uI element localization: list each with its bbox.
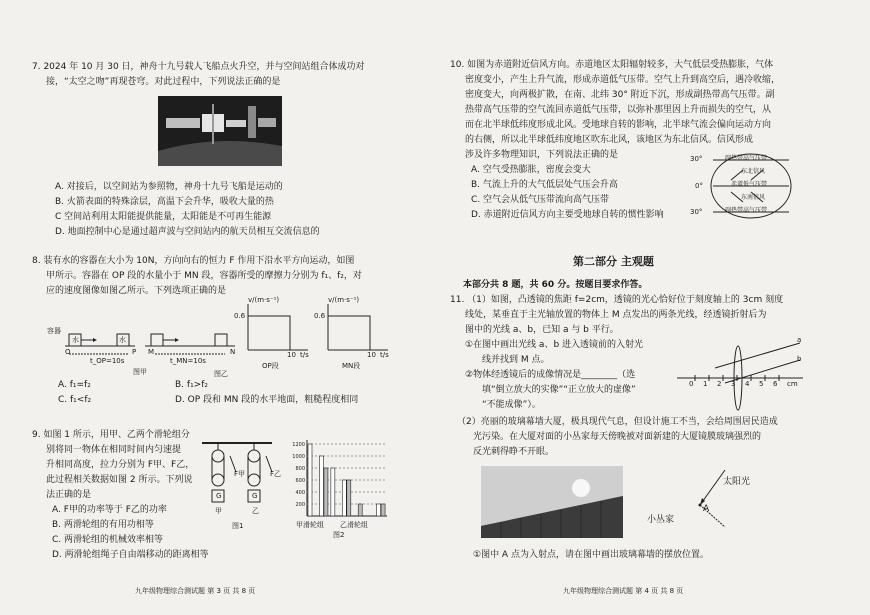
q8-option-a: A. f₁=f₂ [58, 380, 91, 390]
q9-option-d: D. 两滑轮组绳子自由端移动的距离相等 [52, 550, 209, 560]
lat-s30: 30° [690, 208, 703, 216]
band-se-trade: 东南信风 [741, 194, 766, 201]
band-subtropical-high-n: 副热带高气压带 [725, 155, 768, 162]
q9-line5: 法正确的是 [46, 490, 92, 500]
q9-bar-chart [285, 436, 390, 526]
q9-option-c: C. 两滑轮组的机械效率相等 [52, 535, 164, 545]
q11-p2-line3: 反光刺得睁不开眼。 [473, 447, 555, 457]
q11-sub2a: ②物体经透镜后的成像情况是________（选 [465, 370, 636, 380]
q11-sub2b: 填“倒立放大的实像”“正立放大的虚像” [482, 385, 636, 395]
chart-bar [331, 468, 335, 516]
point-o-label: O [65, 348, 71, 356]
q10-line5: 而在北半球低纬度形成北风。受地球自转的影响，北半球气流会偏向运动方向 [465, 120, 772, 130]
q9-line2: 别将同一物体在相同时间内匀速提 [46, 445, 182, 455]
q10-line1: 10. 如图为赤道附近信风方向。赤道地区太阳辐射较多，大气低层受热膨胀，气体 [450, 60, 774, 70]
q10-line4: 热带高气压带的空气流回赤道低气压带，以弥补那里因上升而损失的空气，从 [465, 105, 772, 115]
jia-label: 甲 [215, 507, 222, 515]
chart-ytick: 1200 [292, 442, 305, 448]
q8-track-diagram [45, 318, 245, 373]
right-footer: 九年级物理综合测试题 第 4 页 共 8 页 [563, 587, 684, 595]
axis-unit: cm [787, 380, 798, 388]
g-label: G [216, 492, 222, 500]
q10-option-d: D. 赤道附近信风方向主要受地球自转的惯性影响 [471, 210, 664, 220]
q11-sub3: ①图中 A 点为入射点，请在图中画出玻璃幕墙的摆放位置。 [473, 550, 709, 560]
right-page [435, 0, 870, 615]
q11-line1: 11. （1）如图，凸透镜的焦距 f=2cm，透镜的光心恰好位于刻度轴上的 3cm 刻度 [450, 295, 784, 305]
q11-line3: 图中的光线 a、b，已知 a 与 b 平行。 [465, 325, 619, 335]
f-yi-label: F乙 [270, 470, 282, 478]
v06-label: 0.6 [234, 312, 246, 320]
tick-2: 2 [717, 380, 722, 388]
chart-bar [377, 504, 381, 516]
q9-option-a: A. F甲的功率等于 F乙的功率 [52, 505, 167, 515]
t-axis-label: t/s [300, 351, 309, 359]
left-footer: 九年级物理综合测试题 第 3 页 共 8 页 [135, 587, 256, 595]
v-axis-label: v/(m·s⁻¹) [248, 296, 280, 304]
q8-option-d: D. OP 段和 MN 段的水平地面，粗糙程度相同 [175, 395, 359, 405]
q7-option-a: A. 对接后，以空间站为参照物，神舟十九号飞船是运动的 [55, 182, 283, 192]
v-axis-label: v/(m·s⁻¹) [328, 296, 360, 304]
g-label: G [252, 492, 258, 500]
water-label: 水 [72, 336, 79, 344]
tick-4: 4 [745, 380, 750, 388]
glass-wall-photo [481, 466, 623, 538]
q11-sub2c: “不能成像”）。 [482, 400, 541, 410]
q7-line2: 接，“太空之吻”再现苍穹。对此过程中，下列说法正确的是 [46, 77, 281, 87]
q7-option-d: D. 地面控制中心是通过超声波与空间站内的航天员相互交流信息的 [55, 227, 320, 237]
chart-ytick: 800 [295, 466, 305, 472]
chart-bar [324, 468, 328, 516]
op-graph-caption: OP段 [262, 362, 279, 370]
q7-option-b: B. 火箭表面的特殊涂层，高温下会升华，吸收大量的热 [55, 197, 274, 207]
band-subtropical-high-s: 副热带高气压带 [725, 207, 768, 214]
chart-ytick: 1000 [292, 454, 305, 460]
chart-bar [342, 480, 346, 516]
t-axis-label: t/s [380, 351, 389, 359]
t10-label: 10 [287, 351, 296, 359]
q8-option-c: C. f₁<f₂ [58, 395, 92, 405]
container-label: 容器 [47, 327, 61, 335]
q7-line1: 7. 2024 年 10 月 30 日，神舟十九号载人飞船点火升空，并与空间站组合体成功对 [32, 62, 365, 72]
q10-line3: 密度变大，向两极扩散，在南、北纬 30° 附近下沉，形成副热带高气压带。副 [465, 90, 775, 100]
q11-sub1a: ①在图中画出光线 a、b 进入透镜前的入射光 [465, 340, 644, 350]
q10-line6: 的右侧，所以北半球低纬度地区吹东北风，该地区为东北信风。信风形成 [465, 135, 754, 145]
legend-yi: 乙滑轮组 [340, 521, 368, 529]
chart-bar [308, 444, 312, 516]
q11-line2: 线处，某垂直于主光轴放置的物体上 M 点发出的两条光线，经透镜折射后为 [465, 310, 767, 320]
chart-ytick: 400 [295, 490, 305, 496]
q8-line2: 甲所示。容器在 OP 段的水量小于 MN 段，容器所受的摩擦力分别为 f₁、f₂，对 [46, 271, 362, 281]
q10-line2: 密度变小，产生上升气流，形成赤道低气压带。空气上升到高空后，遇冷收缩， [465, 75, 781, 85]
q8-line1: 8. 装有水的容器在大小为 10N，方向向右的恒力 F 作用下沿水平方向运动，如图 [32, 256, 355, 266]
yi-label: 乙 [252, 507, 259, 515]
chart-bar [381, 504, 385, 516]
v06-label: 0.6 [314, 312, 326, 320]
f-jia-label: F甲 [234, 470, 246, 478]
fig2-caption: 图2 [333, 531, 345, 539]
fig-jia-caption: 图甲 [133, 368, 147, 376]
lat-n30: 30° [690, 155, 703, 163]
sunlight-label: 太阳光 [723, 477, 751, 487]
point-a-label: A [703, 504, 710, 514]
q9-line1: 9. 如图 1 所示，用甲、乙两个滑轮组分 [32, 430, 190, 440]
q8-option-b: B. f₁>f₂ [175, 380, 208, 390]
fig-yi-caption: 图乙 [214, 370, 228, 378]
band-ne-trade: 东北信风 [741, 168, 766, 175]
part2-title: 第二部分 主观题 [573, 255, 654, 268]
water-label: 水 [119, 336, 126, 344]
q8-line3: 应的速度图像如图乙所示。下列选项正确的是 [46, 286, 227, 296]
q9-line4: 此过程相关数据如图 2 所示。下列说 [46, 475, 193, 485]
chart-ytick: 200 [295, 502, 305, 508]
lens-diagram [675, 338, 805, 413]
tick-0: 0 [689, 380, 694, 388]
q9-pulley-diagram [200, 440, 275, 530]
tick-5: 5 [759, 380, 764, 388]
tick-6: 6 [773, 380, 778, 388]
legend-jia: 甲滑轮组 [296, 521, 324, 529]
ray-b-label: b [797, 355, 802, 363]
t10-label: 10 [367, 351, 376, 359]
chart-bar [319, 456, 323, 516]
t-op-label: t_OP=10s [90, 357, 125, 365]
point-n-label: N [230, 348, 236, 356]
t-mn-label: t_MN=10s [170, 357, 206, 365]
q10-option-b: B. 气流上升的大气低层处气压会升高 [471, 180, 618, 190]
q11-sub1b: 线并找到 M 点。 [482, 355, 550, 365]
point-p-label: P [132, 348, 137, 356]
chart-ytick: 600 [295, 478, 305, 484]
q7-option-c: C 空间站利用太阳能提供能量，太阳能是不可再生能源 [55, 212, 272, 222]
q9-line3: 升相同高度，拉力分别为 F甲、F乙， [46, 460, 195, 470]
q10-line7: 涉及许多物理知识，下列说法正确的是 [465, 150, 619, 160]
home-label: 小丛家 [647, 515, 675, 525]
mn-graph-caption: MN段 [342, 362, 361, 370]
chart-bar [358, 504, 362, 516]
q11-p2-line2: 光污染。在大厦对面的小丛家每天傍晚被对面新建的大厦镜膜玻璃强烈的 [473, 432, 762, 442]
chart-bar [347, 480, 351, 516]
point-m-label: M [148, 348, 155, 356]
band-equatorial-low: 赤道低气压带 [731, 181, 768, 188]
ray-a-label: a [797, 336, 802, 344]
tick-3: 3 [731, 380, 736, 388]
q10-option-c: C. 空气会从低气压带流向高气压带 [471, 195, 610, 205]
q9-option-b: B. 两滑轮组的有用功相等 [52, 520, 154, 530]
space-station-photo [158, 96, 282, 166]
lat-0: 0° [695, 182, 703, 190]
q10-option-a: A. 空气受热膨胀，密度会变大 [471, 165, 591, 175]
tick-1: 1 [703, 380, 708, 388]
q11-p2-line1: （2）亮丽的玻璃幕墙大厦，极具现代气息，但设计施工不当，会给周围居民造成 [457, 417, 778, 427]
part2-intro: 本部分共 8 题，共 60 分。按题目要求作答。 [463, 280, 648, 290]
fig1-caption: 图1 [232, 522, 244, 530]
